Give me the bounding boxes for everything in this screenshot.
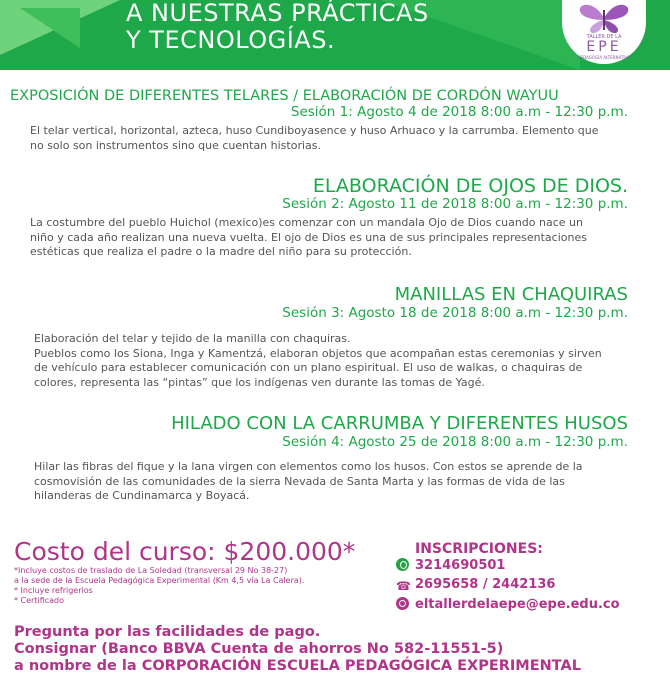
header-title-line2: Y TECNOLOGÍAS. xyxy=(126,26,336,54)
session-2-title: ELABORACIÓN DE OJOS DE DIOS. xyxy=(312,175,628,197)
text-line: niño y cada año realizan una nueva vuelta. El ojo de Dios es una de sus principales representaciones xyxy=(30,230,587,244)
session-4-title: HILADO CON LA CARRUMBA Y DIFERENTES HUSOS xyxy=(171,413,628,434)
session-4-date: Sesión 4: Agosto 25 de 2018 8:00 a.m - 12:30 p.m. xyxy=(282,434,628,450)
logo xyxy=(562,0,646,64)
cost-note: a la sede de la Escuela Pedagógica Experimental (Km 4,5 vía La Calera). xyxy=(14,576,305,585)
logo-top-text: TALLER DE LA xyxy=(586,34,622,40)
whatsapp-icon xyxy=(396,558,409,571)
text-line: hilanderas de Cundinamarca y Boyacá. xyxy=(34,489,250,502)
text-line: Pueblos como los Siona, Inga y Kamentzá, elaboran objetos que acompañan estas ceremonias y sirven xyxy=(34,346,602,360)
cost-note: *Incluye costos de traslado de La Soledad (transversal 29 No 38-27) xyxy=(14,566,288,575)
payment-line-3: a nombre de la CORPORACIÓN ESCUELA PEDAGÓGICA EXPERIMENTAL xyxy=(14,658,582,674)
cost-note: * Incluye refrigerios xyxy=(14,586,93,595)
text-line: cosmovisión de las comunidades de la sierra Nevada de Santa Marta y las formas de vida de las xyxy=(34,474,565,488)
session-2-description xyxy=(30,216,587,260)
inscriptions-title: INSCRIPCIONES: xyxy=(415,541,543,557)
logo-main-text: EPE xyxy=(586,39,622,55)
email-contact[interactable] xyxy=(396,597,620,612)
cost-note: * Certificado xyxy=(14,596,65,605)
session-1-date: Sesión 1: Agosto 4 de 2018 8:00 a.m - 12:30 p.m. xyxy=(290,104,628,120)
session-3-date: Sesión 3: Agosto 18 de 2018 8:00 a.m - 12:30 p.m. xyxy=(282,305,628,321)
text-line: estéticas que realiza el padre o la madre del niño para su protección. xyxy=(30,245,412,258)
text-line: colores, representa las “pintas” que los indígenas ven durante las tomas de Yagé. xyxy=(34,375,485,389)
session-4-description xyxy=(34,460,583,504)
phone-contact[interactable] xyxy=(396,577,555,593)
logo-tagline: PEDAGOGÍA ALTERNATIVA xyxy=(578,55,630,60)
payment-line-2: Consignar (Banco BBVA Cuenta de ahorros No 582-11551-5) xyxy=(14,641,504,657)
butterfly-icon xyxy=(576,2,632,34)
text-line: El telar vertical, horizontal, azteca, huso Cundiboyasence y huso Arhuaco y la carrumba. Elemento que xyxy=(30,124,599,137)
cost-notes xyxy=(14,566,304,606)
phone-icon: ☎ xyxy=(396,579,411,593)
decorative-shard xyxy=(20,8,80,48)
course-cost: Costo del curso: $200.000* xyxy=(14,537,356,566)
session-1-description xyxy=(30,124,599,153)
session-3-title: MANILLAS EN CHAQUIRAS xyxy=(394,284,628,305)
whatsapp-number[interactable]: 3214690501 xyxy=(415,558,506,573)
header-title-line1: A NUESTRAS PRÁCTICAS xyxy=(126,0,429,27)
text-line: Hilar las fibras del fique y la lana virgen con elementos como los husos. Con estos se aprende de la xyxy=(34,460,583,473)
payment-line-1: Pregunta por las facilidades de pago. xyxy=(14,624,321,640)
session-1-title: EXPOSICIÓN DE DIFERENTES TELARES / ELABORACIÓN DE CORDÓN WAYUU xyxy=(10,88,559,104)
email-address[interactable]: eltallerdelaepe@epe.edu.co xyxy=(415,597,620,612)
text-line: Elaboración del telar y tejido de la manilla con chaquiras. xyxy=(34,332,351,345)
session-3-description xyxy=(34,332,602,390)
text-line: La costumbre del pueblo Huichol (mexico)es comenzar con un mandala Ojo de Dios cuando nace un xyxy=(30,216,583,229)
whatsapp-contact[interactable] xyxy=(396,558,505,573)
email-icon xyxy=(396,597,409,610)
header-title xyxy=(126,0,429,54)
phone-numbers[interactable]: 2695658 / 2442136 xyxy=(415,577,556,592)
session-2-date: Sesión 2: Agosto 11 de 2018 8:00 a.m - 12:30 p.m. xyxy=(282,196,628,212)
text-line: de vehículo para establecer comunicación con un plano espiritual. El uso de walkas, o chaquiras de xyxy=(34,361,583,374)
text-line: no solo son instrumentos sino que cuentan historias. xyxy=(30,138,321,152)
